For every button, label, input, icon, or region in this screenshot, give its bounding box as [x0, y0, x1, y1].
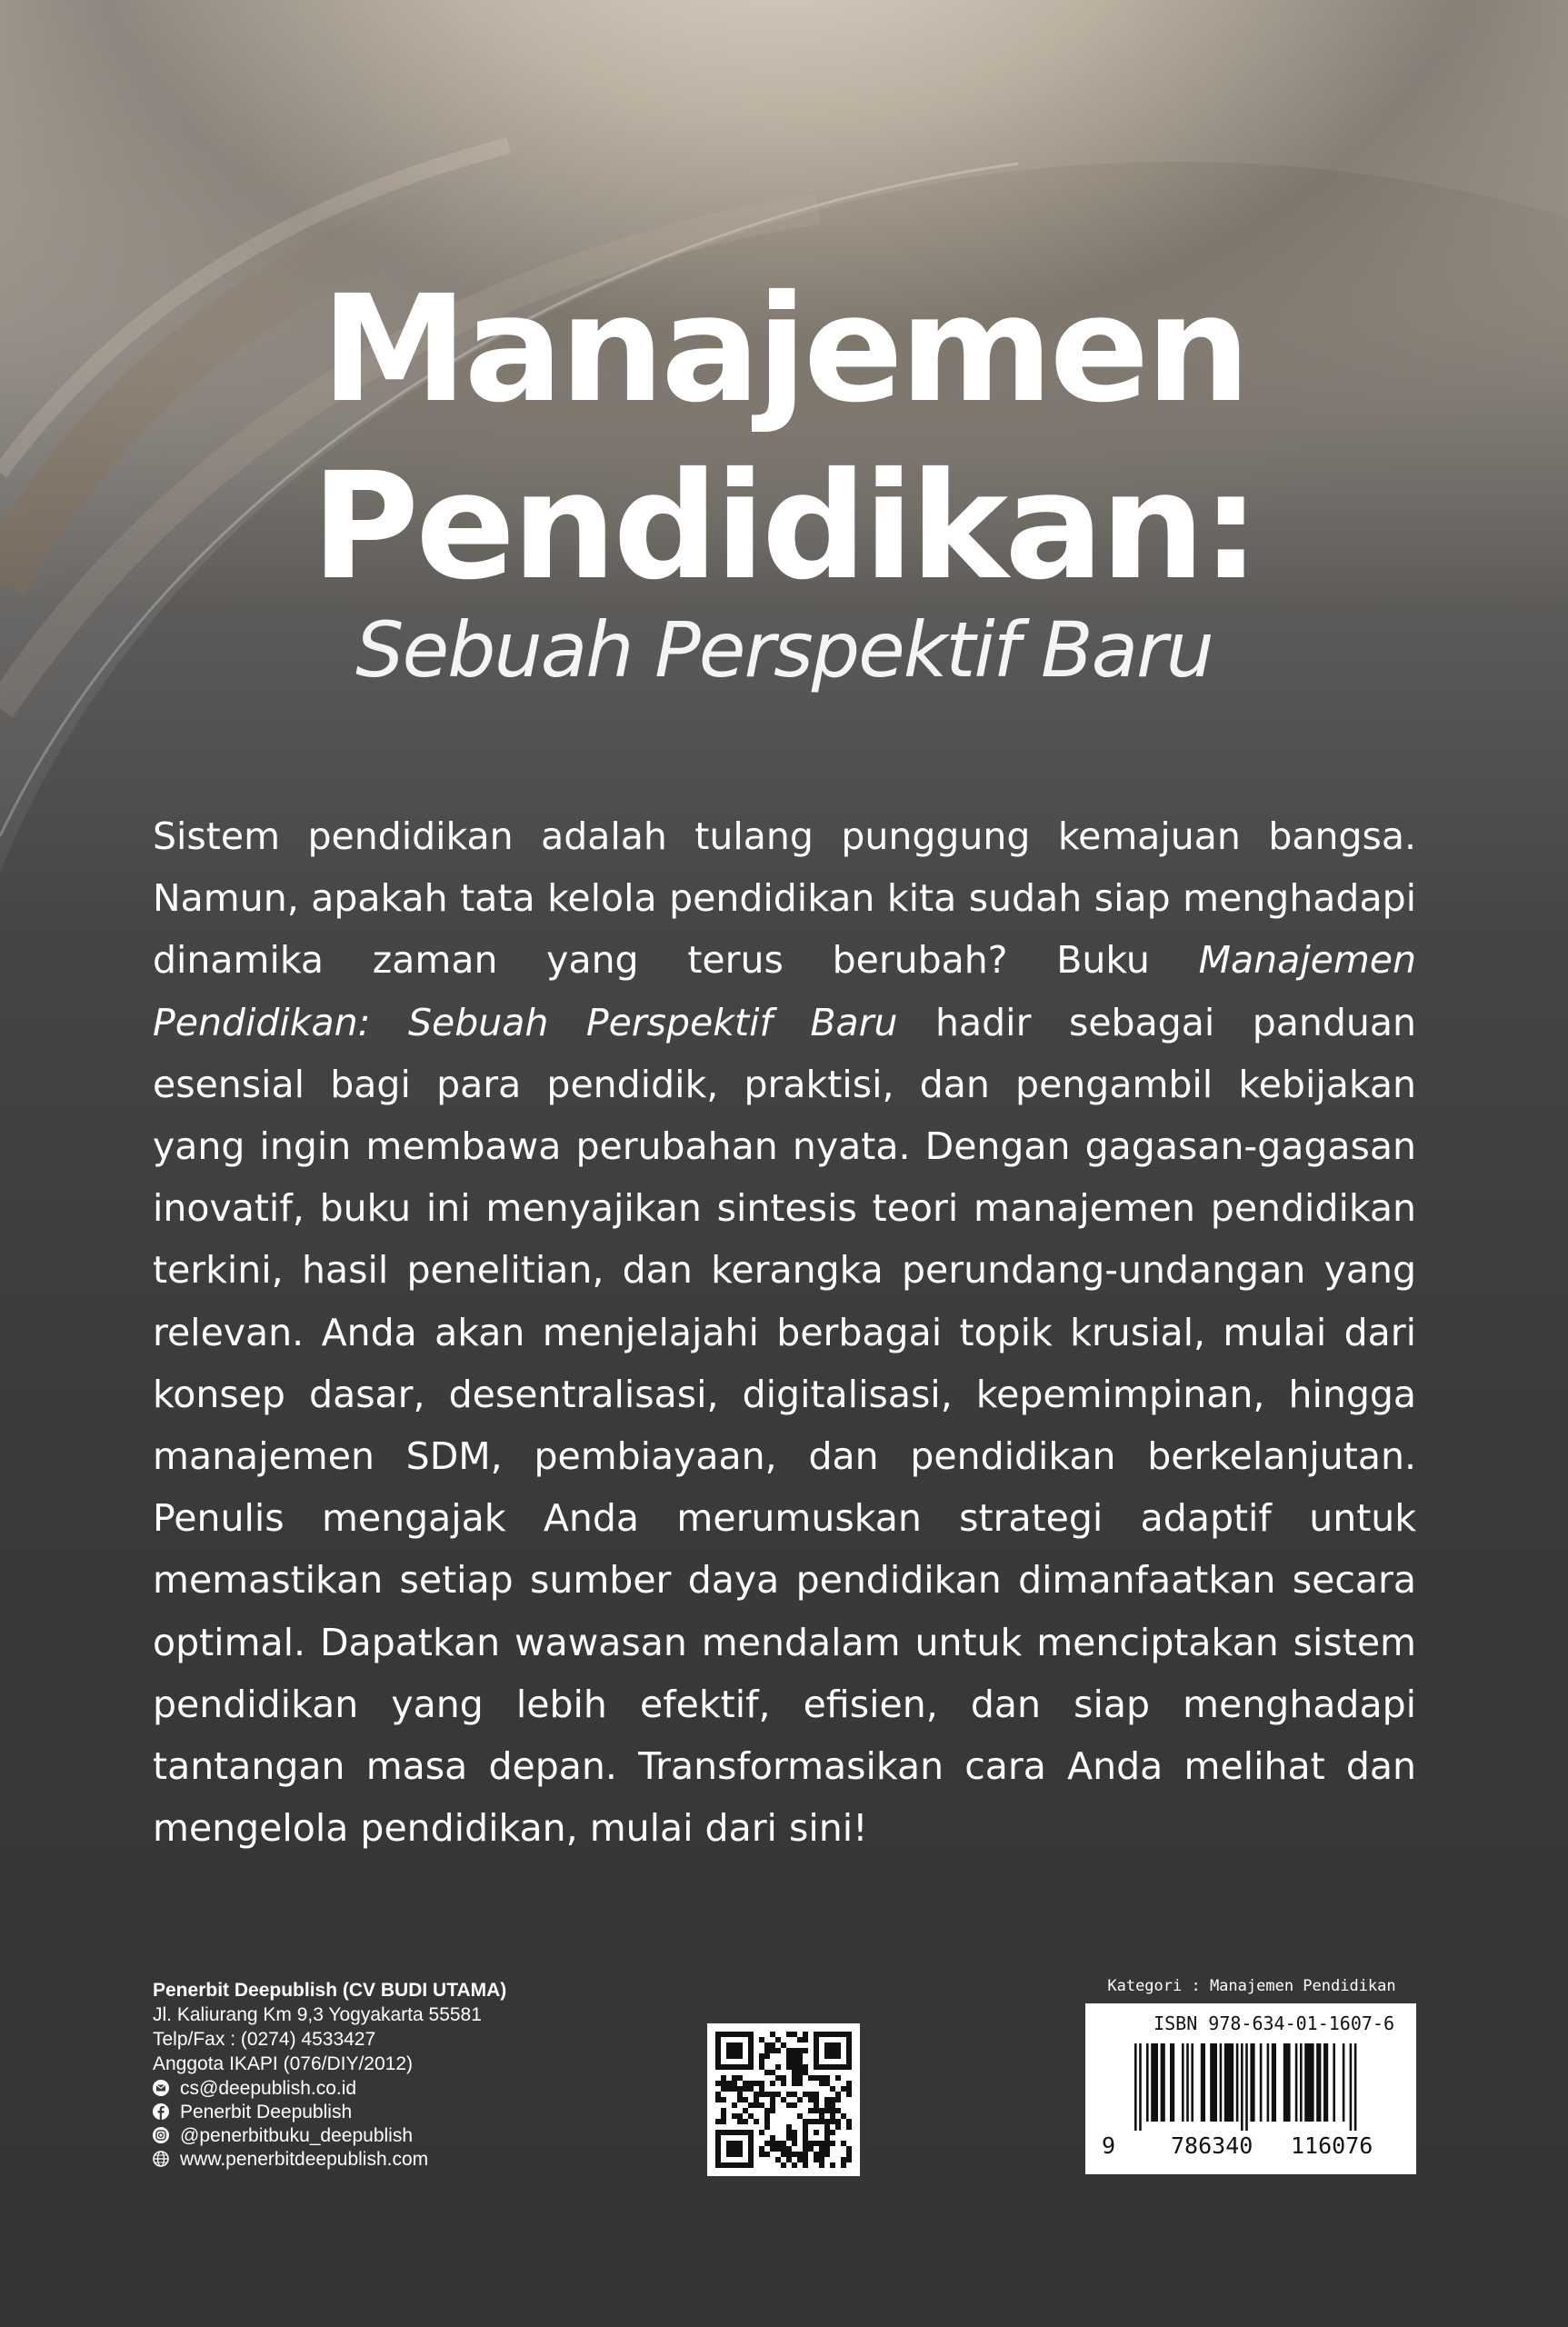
book-synopsis: [153, 805, 1416, 1859]
qr-code-graphic: [707, 2023, 860, 2176]
contact-email: [153, 2076, 662, 2100]
synopsis-part-1: Sistem pendidikan adalah tulang punggung kemajuan bangsa. Namun, apakah tata kelola pendidikan kita sudah siap menghadapi dinamika zaman yang terus berubah? Buku: [153, 814, 1416, 983]
book-subtitle: Sebuah Perspektif Baru: [355, 605, 1213, 694]
synopsis-part-2: hadir sebagai panduan esensial bagi para pendidik, praktisi, dan pengambil kebijakan yang ingin membawa perubahan nyata. Dengan gagasan-gagasan inovatif, buku ini menyajikan sintesis teori manajemen pendidikan terkini, hasil penelitian, dan kerangka perundang-undangan yang relevan. Anda akan menjelajahi berbagai topik krusial, mulai dari konsep dasar, desentralisasi, digitalisasi, kepemimpinan, hingga manajemen SDM, pembiayaan, dan pendidikan berkelanjutan. Penulis mengajak Anda merumuskan strategi adaptif untuk memastikan setiap sumber daya pendidikan dimanfaatkan secara optimal. Dapatkan wawasan mendalam untuk menciptakan sistem pendidikan yang lebih efektif, efisien, dan siap menghadapi tantangan masa depan. Transformasikan cara Anda melihat dan mengelola pendidikan, mulai dari sini!: [153, 1000, 1417, 1851]
contact-instagram: [153, 2123, 662, 2147]
barcode-digits-left: 786340: [1171, 2132, 1253, 2159]
website-text: www.penerbitdeepublish.com: [180, 2148, 429, 2170]
book-category: Kategori : Manajemen Pendidikan: [1107, 1977, 1396, 1995]
instagram-icon: [153, 2127, 169, 2143]
publisher-info: [153, 1978, 662, 2171]
isbn-number: ISBN 978-634-01-1607-6: [1154, 2012, 1394, 2034]
email-text: cs@deepublish.co.id: [180, 2077, 357, 2099]
contact-facebook: [153, 2100, 662, 2123]
barcode-digit-first: 9: [1102, 2132, 1116, 2159]
instagram-text: @penerbitbuku_deepublish: [180, 2124, 414, 2146]
synopsis-book-title: Manajemen Pendidikan: Sebuah Perspektif Baru: [153, 938, 1416, 1044]
globe-icon: [153, 2151, 169, 2167]
publisher-phone: Telp/Fax : (0274) 4533427: [153, 2029, 376, 2050]
barcode-digits-right: 116076: [1291, 2132, 1373, 2159]
qr-code: [707, 2023, 860, 2176]
barcode-bars: [1134, 2043, 1398, 2131]
email-icon: [153, 2080, 169, 2096]
facebook-text: Penerbit Deepublish: [180, 2101, 353, 2122]
publisher-membership: Anggota IKAPI (076/DIY/2012): [153, 2053, 414, 2074]
publisher-address: Jl. Kaliurang Km 9,3 Yogyakarta 55581: [153, 2004, 482, 2025]
isbn-barcode: [1085, 2003, 1416, 2174]
book-title-line-2: Pendidikan:: [311, 442, 1257, 613]
contact-website: [153, 2147, 662, 2171]
book-title-line-1: Manajemen: [321, 265, 1247, 435]
publisher-name: Penerbit Deepublish (CV BUDI UTAMA): [153, 1980, 507, 2001]
facebook-icon: [153, 2103, 169, 2120]
